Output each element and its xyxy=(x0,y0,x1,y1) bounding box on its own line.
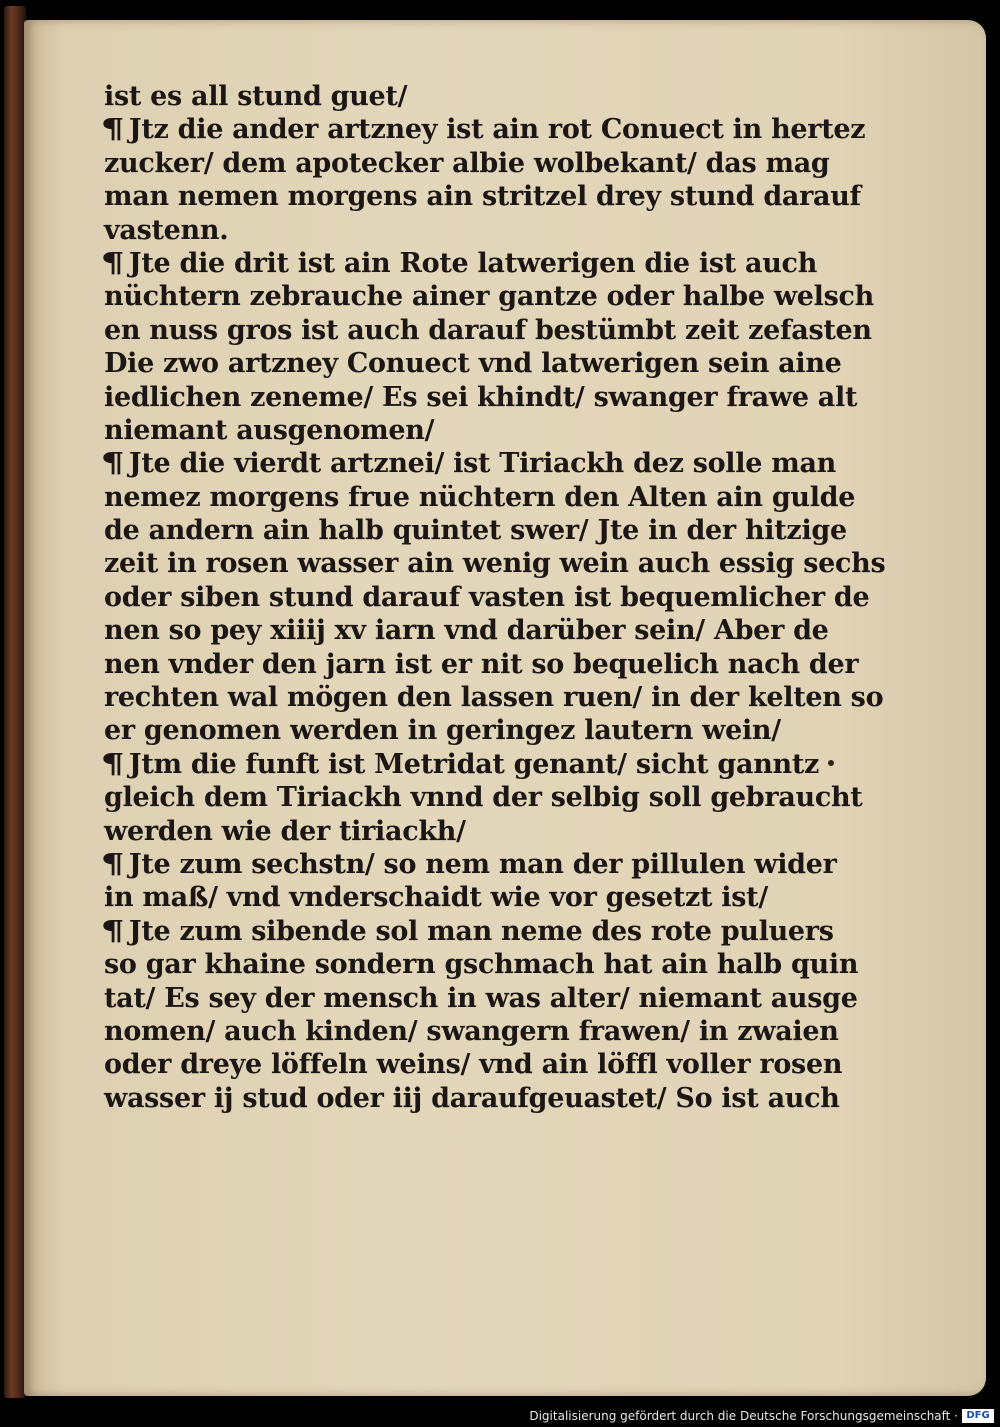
text-line xyxy=(104,214,984,247)
text-line xyxy=(104,381,984,414)
paragraph-mark-icon: ¶ xyxy=(100,915,125,947)
text-line xyxy=(100,748,984,781)
text-line-content: er genomen werden in geringez lautern wein/ xyxy=(104,715,781,747)
footer-bar xyxy=(0,1405,1000,1427)
text-line xyxy=(104,280,984,313)
footer-credit: Digitalisierung gefördert durch die Deutsche Forschungsgemeinschaft · xyxy=(529,1409,958,1423)
text-line xyxy=(104,80,984,113)
text-line xyxy=(104,648,984,681)
text-line xyxy=(100,247,984,280)
text-line-content: Jte die drit ist ain Rote latwerigen die ist auch xyxy=(128,247,818,279)
text-line-content: so gar khaine sondern gschmach hat ain halb quin xyxy=(104,949,859,981)
text-line-content: nemez morgens frue nüchtern den Alten ain gulde xyxy=(104,481,856,513)
text-line-content: Jte zum sechstn/ so nem man der pillulen wider xyxy=(128,848,837,880)
text-line-content: vastenn. xyxy=(104,214,229,246)
text-line-content: tat/ Es sey der mensch in was alter/ niemant ausge xyxy=(104,982,858,1014)
text-line xyxy=(100,915,984,948)
ink-spot xyxy=(828,760,834,766)
text-line-content: nen vnder den jarn ist er nit so bequelich nach der xyxy=(104,648,859,680)
text-line-content: ist es all stund guet/ xyxy=(104,81,408,112)
text-line xyxy=(104,681,984,714)
text-line xyxy=(100,447,984,480)
text-line-content: Jtm die funft ist Metridat genant/ sicht ganntz xyxy=(128,748,820,780)
text-line-content: oder siben stund darauf vasten ist bequemlicher de xyxy=(104,581,870,613)
text-line-content: zucker/ dem apotecker albie wolbekant/ das mag xyxy=(104,147,830,179)
text-line xyxy=(104,180,984,213)
text-line xyxy=(104,314,984,347)
text-line-content: iedlichen zeneme/ Es sei khindt/ swanger frawe alt xyxy=(104,381,858,413)
text-line xyxy=(104,514,984,547)
paragraph-mark-icon: ¶ xyxy=(100,247,125,279)
text-line-content: Jte die vierdt artznei/ ist Tiriackh dez solle man xyxy=(128,448,836,480)
text-line xyxy=(104,714,984,747)
text-line-content: de andern ain halb quintet swer/ Jte in der hitzige xyxy=(104,515,847,547)
text-line xyxy=(104,815,984,848)
page-text xyxy=(100,80,984,1115)
text-line-content: nomen/ auch kinden/ swangern frawen/ in zwaien xyxy=(104,1015,839,1047)
text-line xyxy=(104,982,984,1015)
text-line-content: wasser ij stud oder iij daraufgeuastet/ So ist auch xyxy=(104,1082,840,1114)
text-line-content: werden wie der tiriackh/ xyxy=(104,815,466,847)
text-line xyxy=(100,113,984,146)
text-line-content: zeit in rosen wasser ain wenig wein auch essig sechs xyxy=(104,548,886,580)
dfg-logo: DFG xyxy=(962,1409,994,1423)
paragraph-mark-icon: ¶ xyxy=(100,448,125,480)
text-line xyxy=(104,1082,984,1115)
text-line-content: in maß/ vnd vnderschaidt wie vor gesetzt ist/ xyxy=(104,882,768,914)
text-line xyxy=(104,1015,984,1048)
text-line xyxy=(100,848,984,881)
text-line xyxy=(104,347,984,380)
text-line xyxy=(104,614,984,647)
text-line-content: niemant ausgenomen/ xyxy=(104,414,435,446)
text-line-content: oder dreye löffeln weins/ vnd ain löffl voller rosen xyxy=(104,1049,843,1081)
text-line xyxy=(104,147,984,180)
book-spine xyxy=(4,6,26,1398)
text-line-content: Die zwo artzney Conuect vnd latwerigen sein aine xyxy=(104,348,842,380)
text-line-content: gleich dem Tiriackh vnnd der selbig soll gebraucht xyxy=(104,782,863,814)
text-line xyxy=(104,881,984,914)
text-line-content: rechten wal mögen den lassen ruen/ in der kelten so xyxy=(104,682,884,714)
document-page xyxy=(24,20,986,1396)
paragraph-mark-icon: ¶ xyxy=(100,114,125,146)
text-line-content: Jte zum sibende sol man neme des rote puluers xyxy=(128,915,834,947)
text-line-content: nen so pey xiiij xv iarn vnd darüber sein/ Aber de xyxy=(104,615,829,647)
text-line xyxy=(104,581,984,614)
text-line xyxy=(104,414,984,447)
text-line xyxy=(104,781,984,814)
text-line xyxy=(104,948,984,981)
paragraph-mark-icon: ¶ xyxy=(100,848,125,880)
text-line xyxy=(104,481,984,514)
text-line-content: man nemen morgens ain stritzel drey stund darauf xyxy=(104,181,861,213)
text-line xyxy=(104,547,984,580)
paragraph-mark-icon: ¶ xyxy=(100,748,125,780)
text-line-content: nüchtern zebrauche ainer gantze oder halbe welsch xyxy=(104,281,874,313)
text-line-content: Jtz die ander artzney ist ain rot Conuect in hertez xyxy=(128,114,866,146)
text-line xyxy=(104,1048,984,1081)
text-line-content: en nuss gros ist auch darauf bestümbt zeit zefasten xyxy=(104,314,872,346)
